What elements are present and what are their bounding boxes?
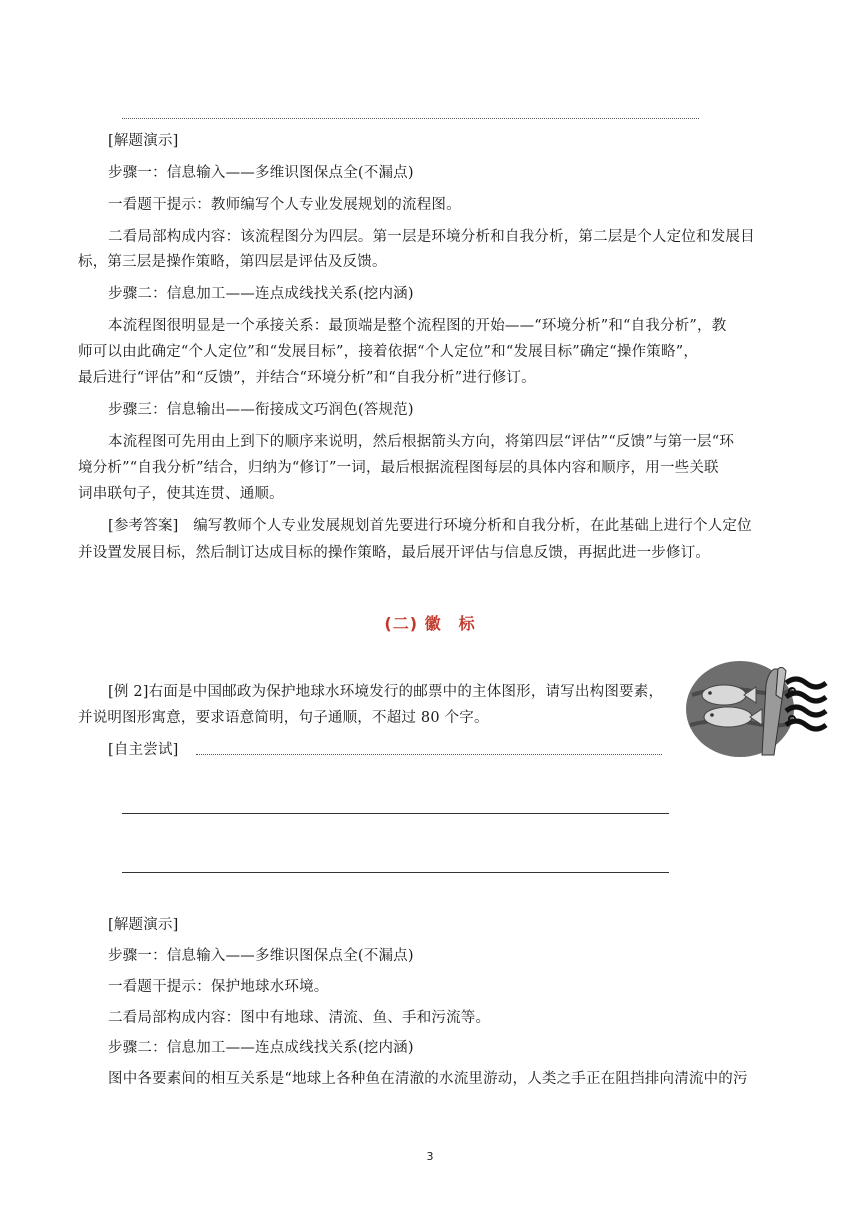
look1-text-1: 一看题干提示：教师编写个人专业发展规划的流程图。 <box>108 197 461 213</box>
relationship-line: 图中各要素间的相互关系是“地球上各种鱼在清澈的水流里游动，人类之手正在阻挡排向清流中的污 <box>108 1071 748 1087</box>
step2-heading-1: 步骤二：信息加工——连点成线找关系(挖内涵) <box>108 286 414 302</box>
self-try-label: [自主尝试] <box>108 742 179 758</box>
answer-dotted-line[interactable] <box>196 754 662 755</box>
answer-line-1[interactable] <box>122 813 669 814</box>
demo-label-1: [解题演示] <box>108 133 179 149</box>
top-dotted-rule <box>122 118 699 119</box>
step2-heading-2: 步骤二：信息加工——连点成线找关系(挖内涵) <box>108 1040 414 1056</box>
example2-line-1: [例 2]右面是中国邮政为保护地球水环境发行的邮票中的主体图形，请写出构图要素， <box>108 684 664 700</box>
step1-heading-1: 步骤一：信息输入——多维识图保点全(不漏点) <box>108 165 414 181</box>
look2-text-2: 二看局部构成内容：图中有地球、清流、鱼、手和污流等。 <box>108 1010 491 1026</box>
look2-line-2: 标，第三层是操作策略，第四层是评估及反馈。 <box>78 254 387 270</box>
paragraph2-line-2: 师可以由此确定“个人定位”和“发展目标”，接着依据“个人定位”和“发展目标”确定“操作策略”， <box>78 344 699 360</box>
look2-line-1: 二看局部构成内容：该流程图分为四层。第一层是环境分析和自我分析，第二层是个人定位和发展目 <box>108 229 755 245</box>
paragraph3-line-1: 本流程图可先用由上到下的顺序来说明，然后根据箭头方向，将第四层“评估”“反馈”与第一层“环 <box>108 434 735 450</box>
reference-answer-line-1: [参考答案] 编写教师个人专业发展规划首先要进行环境分析和自我分析，在此基础上进行个人定位 <box>108 518 752 534</box>
section-heading-emblem: (二) 徽 标 <box>384 614 476 633</box>
step3-heading: 步骤三：信息输出——衔接成文巧润色(答规范) <box>108 402 414 418</box>
reference-answer-line-2: 并设置发展目标，然后制订达成目标的操作策略，最后展开评估与信息反馈，再据此进一步修订。 <box>78 545 711 561</box>
paragraph2-line-1: 本流程图很明显是一个承接关系：最顶端是整个流程图的开始——“环境分析”和“自我分析”，教 <box>108 318 727 334</box>
look1-text-2: 一看题干提示：保护地球水环境。 <box>108 979 329 995</box>
step1-heading-2: 步骤一：信息输入——多维识图保点全(不漏点) <box>108 948 414 964</box>
answer-line-2[interactable] <box>122 872 669 873</box>
demo-label-2: [解题演示] <box>108 917 179 933</box>
water-protection-stamp-image <box>682 655 830 761</box>
example2-line-2: 并说明图形寓意，要求语意简明，句子通顺，不超过 80 个字。 <box>78 710 489 726</box>
page-number: 3 <box>426 1150 434 1163</box>
paragraph3-line-2: 境分析”“自我分析”结合，归纳为“修订”一词，最后根据流程图每层的具体内容和顺序，用一些关联 <box>78 460 719 476</box>
paragraph3-line-3: 词串联句子，使其连贯、通顺。 <box>78 486 284 502</box>
paragraph2-line-3: 最后进行“评估”和“反馈”，并结合“环境分析”和“自我分析”进行修订。 <box>78 370 536 386</box>
